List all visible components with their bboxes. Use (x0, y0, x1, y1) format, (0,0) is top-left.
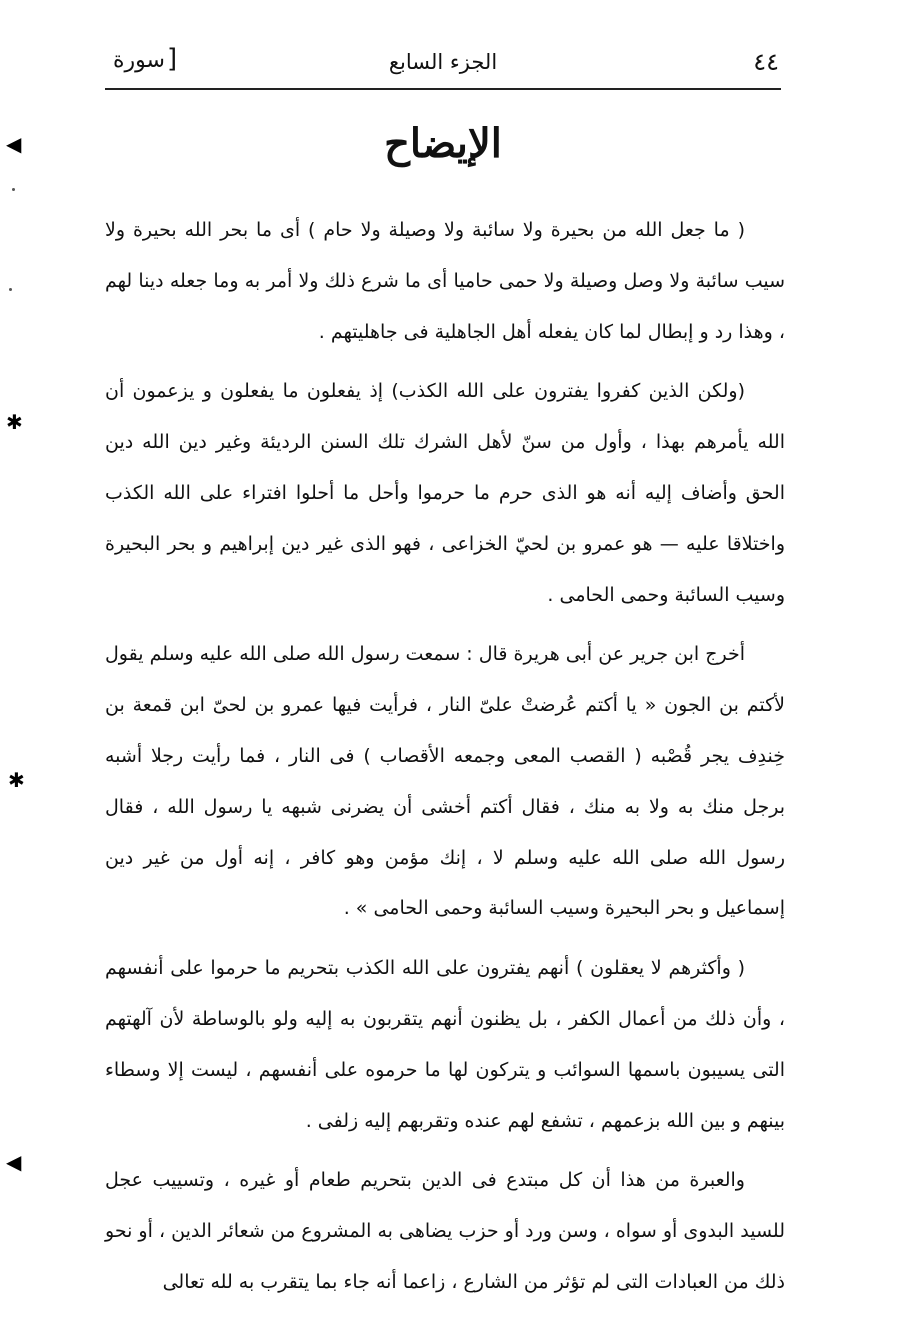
margin-arrow-icon: ◀ (6, 1150, 22, 1174)
body-text (105, 205, 785, 1317)
paragraph-5: والعبرة من هذا أن كل مبتدع فى الدين بتحريم طعام أو غيره ، وتسييب عجل للسيد البدوى أو سواه ، وسن ورد أو حزب يضاهى به المشروع من شعائر الدين ، أو نحو ذلك من العبادات التى لم تؤثر من الشارع ، زاعما أنه جاء بما يتقرب به لله تعالى (105, 1169, 785, 1293)
header-rule (105, 88, 781, 90)
page-number: ٤٤ (753, 48, 779, 76)
page-header (105, 40, 781, 92)
section-title: الإيضاح (384, 120, 502, 167)
margin-star-icon: ✱ (8, 768, 25, 792)
paragraph-3: أخرج ابن جرير عن أبى هريرة قال : سمعت رسول الله صلى الله عليه وسلم يقول لأكتم بن الجون « يا أكتم عُرضتْ علىّ النار ، فرأيت فيها عمرو بن لحىّ ابن قمعة بن خِندِف يجر قُصْبه ( القصب المعى وجمعه الأقصاب ) فى النار ، فما رأيت رجلا أشبه برجل منك به ولا به منك ، فقال أكتم أخشى أن يضرنى شبهه يا رسول الله ، فقال رسول الله صلى الله عليه وسلم لا ، إنك مؤمن وهو كافر ، إنه أول من غير دين إسماعيل و بحر البحيرة وسيب السائبة وحمى الحامى » . (105, 643, 785, 920)
margin-arrow-icon: ◀ (6, 132, 22, 156)
surah-label: سورة (113, 48, 165, 73)
margin-speck (9, 288, 12, 291)
running-title: الجزء السابع (388, 50, 498, 74)
paragraph-2: (ولكن الذين كفروا يفترون على الله الكذب) إذ يفعلون ما يفعلون و يزعمون أن الله يأمرهم بهذا ، وأول من سنّ لأهل الشرك تلك السنن الرديئة وغير دين الله دين الحق وأضاف إليه أنه هو الذى حرم ما حرموا وأحل ما أحلوا افتراء على الله الكذب واختلاقا عليه — هو عمرو بن لحيّ الخزاعى ، فهو الذى غير دين إبراهيم و بحر البحيرة وسيب السائبة وحمى الحامى . (105, 380, 785, 606)
margin-star-icon: ✱ (6, 410, 23, 434)
paragraph-4: ( وأكثرهم لا يعقلون ) أنهم يفترون على الله الكذب بتحريم ما حرموا على أنفسهم ، وأن ذلك من أعمال الكفر ، بل يظنون أنهم يتقربون به إليه ولو بالوساطة لأن آلهتهم التى يسيبون باسمها السوائب و يتركون لها ما حرموه على أنفسهم ، ليست إلا وسطاء بينهم و بين الله بزعمهم ، تشفع لهم عنده وتقربهم إليه زلفى . (105, 957, 785, 1132)
margin-speck (12, 188, 15, 191)
surah-bracket: [ (167, 44, 178, 74)
paragraph-1: ( ما جعل الله من بحيرة ولا سائبة ولا وصيلة ولا حام ) أى ما بحر الله بحيرة ولا سيب سائبة ولا وصل وصيلة ولا حمى حاميا أى ما شرع ذلك ولا أمر به وما جعله دينا لهم ، وهذا رد و إبطال لما كان يفعله أهل الجاهلية فى جاهليتهم . (105, 219, 785, 343)
